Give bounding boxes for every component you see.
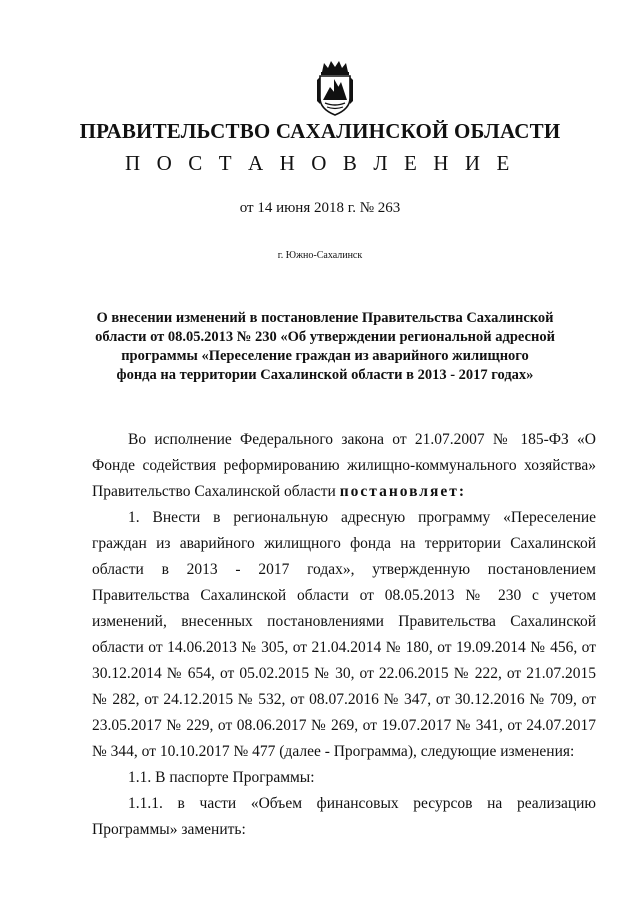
document-date-number: от 14 июня 2018 г. № 263 <box>239 200 401 216</box>
sakhalin-coat-of-arms-icon <box>314 60 356 116</box>
preamble-keyword: постановляет: <box>339 483 467 500</box>
paragraph-item-1-1-1: 1.1.1. в части «Объем финансовых ресурсов на реализацию Программы» заменить: <box>92 795 596 838</box>
document-type: П О С Т А Н О В Л Е Н И Е <box>125 151 515 175</box>
preamble-paragraph <box>92 427 596 505</box>
paragraph-item-1: 1. Внести в региональную адресную программу «Переселение граждан из аварийного жилищного фонда на территории Сахалинской области в 2013 - 2017 годах», утвержденную постановлением Правительства Сахалинской области от 08.05.2013 № 230 с учетом изменений, внесенных постановлениями Правительства Сахалинской области от 14.06.2013 № 305, от 21.04.2014 № 180, от 19.09.2014 № 456, от 30.12.2014 № 654, от 05.02.2015 № 30, от 22.06.2015 № 222, от 21.07.2015 № 282, от 24.12.2015 № 532, от 08.07.2016 № 347, от 30.12.2016 № 709, от 23.05.2017 № 229, от 08.06.2017 № 269, от 19.07.2017 № 341, от 24.07.2017 № 344, от 10.10.2017 № 477 (далее - Программа), следующие изменения: <box>92 509 596 760</box>
paragraph-item-1-1: 1.1. В паспорте Программы: <box>128 769 315 786</box>
subject-line: фонда на территории Сахалинской области в 2013 - 2017 годах» <box>116 367 534 383</box>
government-title: ПРАВИТЕЛЬСТВО САХАЛИНСКОЙ ОБЛАСТИ <box>79 119 561 143</box>
subject-line: О внесении изменений в постановление Правительства Сахалинской <box>96 310 554 326</box>
document-city: г. Южно-Сахалинск <box>277 250 363 261</box>
document-subject <box>95 309 555 385</box>
subject-line: области от 08.05.2013 № 230 «Об утверждении региональной адресной <box>95 329 555 345</box>
document-body <box>92 427 596 843</box>
preamble-text: Во исполнение Федерального закона от 21.07.2007 № 185-ФЗ «О Фонде содействия реформированию жилищно-коммунального хозяйства» Правительство Сахалинской области <box>92 431 596 500</box>
subject-line: программы «Переселение граждан из аварийного жилищного <box>121 348 529 364</box>
